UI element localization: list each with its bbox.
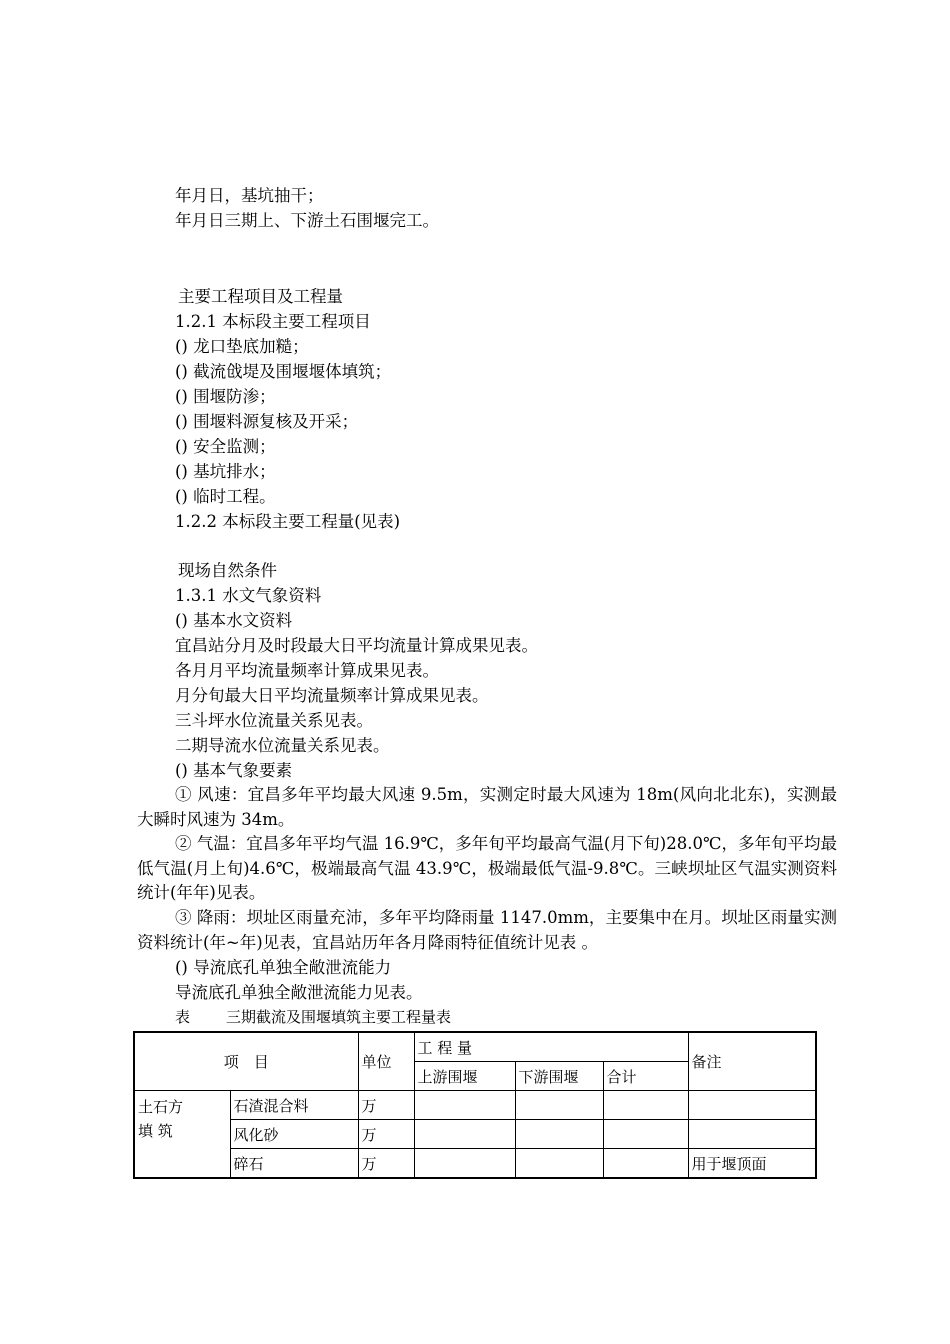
table-row [134, 1091, 816, 1120]
header-total: 合计 [603, 1062, 688, 1091]
list-item: () 安全监测； [175, 437, 276, 456]
row-upstream [414, 1120, 515, 1149]
header-quantity: 工 程 量 [414, 1032, 688, 1062]
list-item: () 导流底孔单独全敞泄流能力 [175, 958, 392, 977]
row-name: 碎石 [230, 1149, 358, 1179]
text-line: 各月月平均流量频率计算成果见表。 [175, 661, 439, 680]
list-item: () 围堰防渗； [175, 387, 276, 406]
list-item: () 临时工程。 [175, 487, 276, 506]
text-line: 宜昌站分月及时段最大日平均流量计算成果见表。 [175, 636, 538, 655]
list-item: () 基本水文资料 [175, 611, 293, 630]
list-item: () 截流戗堤及围堰堰体填筑； [175, 362, 392, 381]
table-caption [175, 1007, 451, 1027]
list-item: () 基本气象要素 [175, 761, 293, 780]
row-remark: 用于堰顶面 [688, 1149, 816, 1179]
section-heading: 主要工程项目及工程量 [178, 287, 343, 306]
quantity-table [133, 1031, 817, 1179]
row-total [603, 1091, 688, 1120]
table-row [134, 1120, 816, 1149]
row-unit: 万 [358, 1091, 414, 1120]
row-downstream [515, 1149, 603, 1179]
list-item: () 基坑排水； [175, 462, 276, 481]
row-downstream [515, 1120, 603, 1149]
table-caption-title: 三期截流及围堰填筑主要工程量表 [226, 1008, 452, 1026]
row-upstream [414, 1091, 515, 1120]
row-downstream [515, 1091, 603, 1120]
subsection-heading: 1.3.1 水文气象资料 [175, 586, 322, 605]
row-remark [688, 1091, 816, 1120]
text-line: 二期导流水位流量关系见表。 [175, 736, 390, 755]
header-unit: 单位 [358, 1032, 414, 1091]
text-line: 三斗坪水位流量关系见表。 [175, 711, 373, 730]
paragraph-wind: ① 风速：宜昌多年平均最大风速 9.5m，实测定时最大风速为 18m(风向北北东)，实测最大瞬时风速为 34m。 [137, 785, 837, 829]
header-remark: 备注 [688, 1032, 816, 1091]
table-caption-prefix: 表 [175, 1008, 191, 1026]
paragraph-temperature: ② 气温：宜昌多年平均气温 16.9℃，多年旬平均最高气温(月下旬)28.0℃，多年旬平均最低气温(月上旬)4.6℃，极端最高气温 43.9℃，极端最低气温-9.8℃。三峡坝址区气温实测资料统计(年年)见表。 [137, 834, 837, 902]
header-item: 项 目 [134, 1032, 358, 1091]
text-line: 导流底孔单独全敞泄流能力见表。 [175, 983, 423, 1002]
table-row [134, 1149, 816, 1179]
text-line: 年月日三期上、下游土石围堰完工。 [175, 211, 439, 230]
row-name: 石渣混合料 [230, 1091, 358, 1120]
header-downstream: 下游围堰 [515, 1062, 603, 1091]
row-unit: 万 [358, 1120, 414, 1149]
subsection-heading: 1.2.1 本标段主要工程项目 [175, 312, 371, 331]
row-total [603, 1120, 688, 1149]
text-line: 月分旬最大日平均流量频率计算成果见表。 [175, 686, 489, 705]
row-remark [688, 1120, 816, 1149]
text-line: 年月日，基坑抽干； [175, 186, 324, 205]
list-item: () 龙口垫底加糙； [175, 337, 309, 356]
group-label: 土石方 填 筑 [134, 1091, 230, 1179]
row-unit: 万 [358, 1149, 414, 1179]
row-upstream [414, 1149, 515, 1179]
header-upstream: 上游围堰 [414, 1062, 515, 1091]
list-item: () 围堰料源复核及开采； [175, 412, 359, 431]
paragraph-rainfall: ③ 降雨：坝址区雨量充沛，多年平均降雨量 1147.0mm，主要集中在月。坝址区雨量实测资料统计(年~年)见表，宜昌站历年各月降雨特征值统计见表 。 [137, 908, 837, 952]
section-heading: 现场自然条件 [178, 561, 277, 580]
row-total [603, 1149, 688, 1179]
subsection-heading: 1.2.2 本标段主要工程量(见表) [175, 512, 401, 531]
row-name: 风化砂 [230, 1120, 358, 1149]
